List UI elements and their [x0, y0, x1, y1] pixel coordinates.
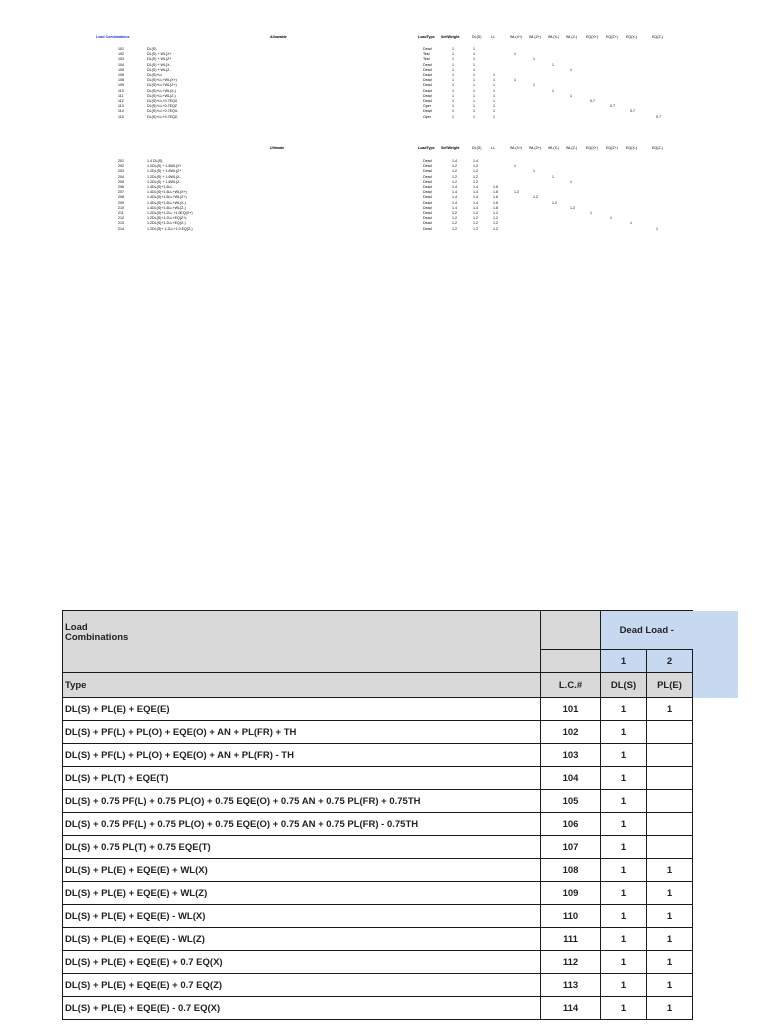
lc-number: 109	[541, 882, 601, 905]
row-load-type: Dead	[423, 221, 432, 226]
dl-s-value: 1	[601, 905, 647, 928]
row-ll: 1.2	[493, 216, 498, 221]
row-load-type: Dead	[423, 93, 432, 98]
row-description: DL(S) + WL(Z+	[147, 57, 172, 62]
row-ll: 1	[493, 73, 495, 77]
row-selfweight: 1	[452, 73, 454, 77]
row-number: 103	[118, 57, 124, 62]
header-blue-fill-2	[693, 650, 739, 673]
combination-type: DL(S) + 0.75 PF(L) + 0.75 PL(O) + 0.75 EQE(O) + 0.75 AN + 0.75 PL(FR) + 0.75TH	[63, 790, 541, 813]
header-empty-cell	[541, 611, 601, 650]
row-selfweight: 1.2	[452, 216, 457, 221]
row-number: 111	[118, 93, 124, 98]
row-selfweight: 1	[452, 93, 454, 98]
allowable-col-header: EQ(Z-)	[652, 35, 663, 39]
row-factor: 1	[590, 211, 592, 215]
lc-number: 110	[541, 905, 601, 928]
row-ll: 1.2	[493, 221, 498, 226]
row-selfweight: 1	[452, 83, 454, 88]
row-load-type: Dead	[423, 226, 432, 231]
row-number: 209	[118, 200, 124, 205]
row-ll: 1	[493, 99, 495, 103]
ultimate-col-header: EQ(X+)	[586, 146, 599, 150]
ultimate-col-header: WL(Z-)	[566, 146, 578, 150]
lc-number: 103	[541, 744, 601, 767]
row-number: 112	[118, 99, 124, 103]
table-row	[63, 859, 739, 882]
row-description: 1.2DL(S) + 1.6WL(X-	[147, 174, 181, 179]
row-dl: 1.4	[473, 195, 478, 200]
row-factor: 1.2	[552, 200, 557, 205]
row-load-type: Oper	[423, 104, 431, 109]
row-dl: 1	[473, 57, 475, 62]
row-ll: 1	[493, 93, 495, 98]
row-description: 1.2DL(S)+1.2LL +1.0EQ(X+)	[147, 211, 193, 215]
table-row	[63, 951, 739, 974]
row-factor: 1.2	[514, 190, 519, 195]
combination-type: DL(S) + PF(L) + PL(O) + EQE(O) + AN + PL(FR) + TH	[63, 721, 541, 744]
lc-number: 114	[541, 997, 601, 1020]
row-number: 207	[118, 190, 124, 195]
row-factor: 1	[630, 221, 632, 226]
combination-type: DL(S) + PL(E) + EQE(E) - WL(X)	[63, 905, 541, 928]
table-row	[63, 813, 739, 836]
row-load-type: Dead	[423, 179, 432, 184]
row-dl: 1.4	[473, 200, 478, 205]
column-number-1: 1	[601, 650, 647, 673]
lc-header: L.C.#	[541, 673, 601, 698]
lc-number: 105	[541, 790, 601, 813]
table-row	[63, 721, 739, 744]
row-load-type: Dead	[423, 47, 432, 51]
ultimate-col-header: EQ(Z-)	[652, 146, 663, 150]
table-row	[63, 767, 739, 790]
row-description: DL(S)+LL+0.7EQX	[147, 99, 178, 103]
dl-s-value: 1	[601, 882, 647, 905]
combination-type: DL(S) + PL(E) + EQE(E) + 0.7 EQ(Z)	[63, 974, 541, 997]
dl-s-value: 1	[601, 813, 647, 836]
row-load-type: Dead	[423, 109, 432, 114]
allowable-col-header: DL(S)	[472, 35, 482, 39]
row-description: 1.2DL(S)+1.2LL+EQ(X-)	[147, 221, 186, 226]
row-ll: 1	[493, 114, 495, 119]
header-empty-cell-2	[541, 650, 601, 673]
row-factor: 1	[533, 83, 535, 88]
row-factor: 1	[514, 164, 516, 169]
row-load-type: Dead	[423, 216, 432, 221]
row-factor: 0.7	[630, 109, 635, 114]
row-ll: 1.2	[493, 226, 498, 231]
allowable-col-header: EQ(Z+)	[606, 35, 618, 39]
row-dl: 1.4	[473, 190, 478, 195]
row-factor: 1	[514, 52, 516, 57]
row-dl: 1	[473, 109, 475, 114]
row-dl: 1	[473, 67, 475, 72]
row-load-type: Dead	[423, 190, 432, 195]
row-description: DL(S)+LL+WL(Z+)	[147, 83, 177, 88]
row-selfweight: 1	[452, 47, 454, 51]
row-load-type: Dead	[423, 67, 432, 72]
allowable-col-header: LL	[491, 35, 495, 39]
pl-e-value	[647, 744, 693, 767]
row-selfweight: 1.2	[452, 211, 457, 215]
row-number: 202	[118, 164, 124, 169]
pl-e-value: 1	[647, 951, 693, 974]
row-factor: 1	[533, 169, 535, 174]
dl-s-value: 1	[601, 721, 647, 744]
row-description: 1.2DL(S)+1.2LL+EQ(Z+)	[147, 216, 187, 221]
row-number: 212	[118, 216, 124, 221]
row-factor: 1	[514, 78, 516, 83]
allowable-col-header: SelfWeight	[441, 35, 460, 39]
ultimate-col-header: SelfWeight	[441, 146, 460, 150]
row-number: 204	[118, 174, 124, 179]
row-dl: 1.2	[473, 226, 478, 231]
allowable-col-header: EQ(X+)	[586, 35, 599, 39]
row-dl: 1.4	[473, 159, 478, 163]
row-description: 1.2DL(S) + 1.6WL(X+	[147, 164, 182, 169]
ultimate-col-header: DL(S)	[472, 146, 482, 150]
row-dl: 1.2	[473, 174, 478, 179]
allowable-col-header: WL(X+)	[510, 35, 523, 39]
ultimate-label: Ultimate	[270, 146, 285, 150]
table-row	[63, 928, 739, 951]
pl-e-value: 1	[647, 882, 693, 905]
row-number: 101	[118, 47, 124, 51]
row-selfweight: 1	[452, 52, 454, 57]
row-load-type: Dead	[423, 83, 432, 88]
row-selfweight: 1.4	[452, 185, 457, 189]
row-ll: 1.6	[493, 205, 498, 210]
row-number: 201	[118, 159, 124, 163]
row-factor: 1	[656, 226, 658, 231]
row-load-type: Dead	[423, 174, 432, 179]
row-ll: 1	[493, 88, 495, 93]
row-factor: 1.2	[570, 205, 575, 210]
row-load-type: Dead	[423, 159, 432, 163]
row-selfweight: 1	[452, 78, 454, 83]
pl-e-value: 1	[647, 698, 693, 721]
row-dl: 1	[473, 99, 475, 103]
row-number: 205	[118, 179, 124, 184]
table-row	[63, 882, 739, 905]
row-number: 105	[118, 67, 124, 72]
row-ll: 1	[493, 109, 495, 114]
row-number: 115	[118, 114, 124, 119]
row-selfweight: 1.2	[452, 164, 457, 169]
ultimate-col-header: LoadType	[418, 146, 435, 150]
combination-type: DL(S) + PF(L) + PL(O) + EQE(O) + AN + PL(FR) - TH	[63, 744, 541, 767]
row-number: 214	[118, 226, 124, 231]
row-description: DL(S)+LL+WL(Z-)	[147, 93, 176, 98]
allowable-col-header: LoadType	[418, 35, 435, 39]
row-dl: 1.4	[473, 205, 478, 210]
dl-s-value: 1	[601, 744, 647, 767]
row-dl: 1	[473, 83, 475, 88]
combination-type: DL(S) + PL(E) + EQE(E) + WL(Z)	[63, 882, 541, 905]
row-number: 211	[118, 211, 124, 215]
row-description: DL(S)+LL+0.7EQZ-	[147, 114, 179, 119]
row-description: DL(S)+LL+0.7EQZ	[147, 104, 177, 109]
row-dl: 1	[473, 93, 475, 98]
row-description: DL(S) + WL(Z-	[147, 67, 171, 72]
row-number: 113	[118, 104, 124, 109]
row-dl: 1	[473, 78, 475, 83]
dl-s-value: 1	[601, 767, 647, 790]
row-factor: 1	[570, 93, 572, 98]
row-load-type: Dead	[423, 200, 432, 205]
row-selfweight: 1	[452, 67, 454, 72]
row-load-type: Test	[423, 57, 430, 62]
row-selfweight: 1.2	[452, 221, 457, 226]
pl-e-value: 1	[647, 859, 693, 882]
row-ll: 1.6	[493, 195, 498, 200]
row-number: 208	[118, 195, 124, 200]
lc-number: 113	[541, 974, 601, 997]
ultimate-col-header: EQ(X-)	[626, 146, 638, 150]
dl-s-header: DL(S)	[601, 673, 647, 698]
load-combinations-table	[62, 610, 768, 1024]
row-description: 1.2DL(S) + 1.6WL(Z+	[147, 169, 182, 174]
row-factor: 1	[533, 57, 535, 62]
row-description: DL(S) + WL(X+	[147, 52, 172, 57]
dl-s-value: 1	[601, 790, 647, 813]
row-number: 206	[118, 185, 124, 189]
row-number: 114	[118, 109, 124, 114]
row-factor: 1	[570, 67, 572, 72]
row-number: 213	[118, 221, 124, 226]
row-load-type: Dead	[423, 99, 432, 103]
row-description: 1.4 DL(S)	[147, 159, 163, 163]
row-description: DL(S) + WL(X-	[147, 62, 171, 67]
row-load-type: Dead	[423, 169, 432, 174]
pl-e-header: PL(E)	[647, 673, 693, 698]
row-selfweight: 1	[452, 104, 454, 109]
row-selfweight: 1	[452, 99, 454, 103]
table-row	[63, 790, 739, 813]
row-dl: 1	[473, 52, 475, 57]
header-blue-fill	[693, 611, 739, 650]
pl-e-value	[647, 767, 693, 790]
row-factor: 1.2	[533, 195, 538, 200]
pl-e-value	[647, 836, 693, 859]
row-load-type: Dead	[423, 78, 432, 83]
lc-number: 112	[541, 951, 601, 974]
pl-e-value: 1	[647, 928, 693, 951]
load-combinations-label: Load Combinations	[96, 35, 130, 39]
row-selfweight: 1.4	[452, 205, 457, 210]
pl-e-value	[647, 790, 693, 813]
row-dl: 1	[473, 62, 475, 67]
allowable-row	[0, 115, 768, 120]
row-dl: 1	[473, 73, 475, 77]
row-number: 108	[118, 78, 124, 83]
row-load-type: Oper	[423, 114, 431, 119]
row-factor: 1	[552, 62, 554, 67]
dl-s-value: 1	[601, 836, 647, 859]
table-row	[63, 974, 739, 997]
row-description: 1.2DL(S)+ 1.2LL+1.0 EQ(Z-)	[147, 226, 193, 231]
row-dl: 1.2	[473, 164, 478, 169]
row-description: 1.4DL(S)+1.6LL+WL(Z-)	[147, 205, 186, 210]
lc-number: 106	[541, 813, 601, 836]
row-dl: 1	[473, 47, 475, 51]
row-load-type: Dead	[423, 195, 432, 200]
allowable-col-header: WL(Z-)	[566, 35, 578, 39]
row-ll: 1.6	[493, 185, 498, 189]
table-row	[63, 997, 739, 1020]
row-dl: 1.2	[473, 216, 478, 221]
pl-e-value: 1	[647, 997, 693, 1020]
row-number: 109	[118, 83, 124, 88]
table-row	[63, 905, 739, 928]
row-description: DL(S)+LL+WL(X+)	[147, 78, 177, 83]
dl-s-value: 1	[601, 974, 647, 997]
row-selfweight: 1.4	[452, 200, 457, 205]
header-blue-fill-3	[693, 673, 739, 698]
dl-s-value: 1	[601, 997, 647, 1020]
row-dl: 1	[473, 114, 475, 119]
allowable-label: Allowable	[270, 35, 287, 39]
row-factor: 0.7	[656, 114, 661, 119]
row-description: DL(S)	[147, 47, 157, 51]
type-header: Type	[63, 673, 541, 698]
row-selfweight: 1.4	[452, 190, 457, 195]
pl-e-value: 1	[647, 974, 693, 997]
row-factor: 1	[552, 88, 554, 93]
combination-type: DL(S) + PL(T) + EQE(T)	[63, 767, 541, 790]
combination-type: DL(S) + 0.75 PL(T) + 0.75 EQE(T)	[63, 836, 541, 859]
row-dl: 1	[473, 88, 475, 93]
dl-s-value: 1	[601, 859, 647, 882]
ultimate-col-header: EQ(Z+)	[606, 146, 618, 150]
row-ll: 1	[493, 83, 495, 88]
lc-number: 108	[541, 859, 601, 882]
row-ll: 1.2	[493, 211, 498, 215]
allowable-col-header: WL(Z+)	[529, 35, 542, 39]
row-factor: 1	[570, 179, 572, 184]
row-selfweight: 1.2	[452, 174, 457, 179]
row-selfweight: 1.2	[452, 179, 457, 184]
row-number: 102	[118, 52, 124, 57]
row-selfweight: 1.4	[452, 159, 457, 163]
row-selfweight: 1.2	[452, 169, 457, 174]
table-row	[63, 836, 739, 859]
row-selfweight: 1.4	[452, 195, 457, 200]
row-dl: 1.2	[473, 221, 478, 226]
row-factor: 1	[610, 216, 612, 221]
combination-type: DL(S) + PL(E) + EQE(E) - WL(Z)	[63, 928, 541, 951]
mini-spreadsheet	[0, 0, 768, 260]
dl-s-value: 1	[601, 928, 647, 951]
row-load-type: Dead	[423, 205, 432, 210]
row-description: 1.4DL(S)+1.6LL+WL(X+)	[147, 190, 187, 195]
row-ll: 1	[493, 104, 495, 109]
row-selfweight: 1.2	[452, 226, 457, 231]
ultimate-col-header: LL	[491, 146, 495, 150]
row-number: 210	[118, 205, 124, 210]
row-ll: 1	[493, 78, 495, 83]
ultimate-row	[0, 227, 768, 232]
combination-type: DL(S) + PL(E) + EQE(E)	[63, 698, 541, 721]
row-description: 1.2DL(S) + 1.6WL(Z-	[147, 179, 181, 184]
row-load-type: Dead	[423, 62, 432, 67]
row-number: 106	[118, 73, 124, 77]
row-selfweight: 1	[452, 88, 454, 93]
lc-number: 111	[541, 928, 601, 951]
row-selfweight: 1	[452, 114, 454, 119]
row-description: DL(S)+LL	[147, 73, 163, 77]
lc-number: 104	[541, 767, 601, 790]
row-load-type: Dead	[423, 211, 432, 215]
ultimate-col-header: WL(X+)	[510, 146, 523, 150]
combination-type: DL(S) + 0.75 PF(L) + 0.75 PL(O) + 0.75 EQE(O) + 0.75 AN + 0.75 PL(FR) - 0.75TH	[63, 813, 541, 836]
row-load-type: Dead	[423, 73, 432, 77]
pl-e-value: 1	[647, 905, 693, 928]
row-factor: 0.7	[610, 104, 615, 109]
row-selfweight: 1	[452, 62, 454, 67]
table-row	[63, 698, 739, 721]
row-ll: 1.6	[493, 200, 498, 205]
row-dl: 1	[473, 104, 475, 109]
ultimate-col-header: WL(X-)	[548, 146, 560, 150]
row-number: 104	[118, 62, 124, 67]
row-description: 1.4DL(S)+1.6LL+WL(X-)	[147, 200, 186, 205]
row-load-type: Test	[423, 52, 430, 57]
pl-e-value	[647, 813, 693, 836]
combination-type: DL(S) + PL(E) + EQE(E) - 0.7 EQ(X)	[63, 997, 541, 1020]
combination-type: DL(S) + PL(E) + EQE(E) + 0.7 EQ(X)	[63, 951, 541, 974]
row-selfweight: 1	[452, 109, 454, 114]
row-dl: 1.2	[473, 169, 478, 174]
row-number: 203	[118, 169, 124, 174]
lc-number: 107	[541, 836, 601, 859]
row-factor: 0.7	[590, 99, 595, 103]
dl-s-value: 1	[601, 951, 647, 974]
row-description: DL(S)+LL+0.7EQX-	[147, 109, 179, 114]
row-dl: 1.2	[473, 179, 478, 184]
row-dl: 1.2	[473, 211, 478, 215]
table-row	[63, 744, 739, 767]
dl-s-value: 1	[601, 698, 647, 721]
row-factor: 1	[552, 174, 554, 179]
row-load-type: Dead	[423, 88, 432, 93]
allowable-col-header: WL(X-)	[548, 35, 560, 39]
row-number: 110	[118, 88, 124, 93]
ultimate-col-header: WL(Z+)	[529, 146, 542, 150]
row-description: DL(S)+LL+WL(X-)	[147, 88, 176, 93]
pl-e-value	[647, 721, 693, 744]
lc-number: 101	[541, 698, 601, 721]
column-number-2: 2	[647, 650, 693, 673]
table-header-title: Load Combinations	[63, 611, 541, 673]
row-description: 1.4DL(S)+1.6LL+WL(Z+)	[147, 195, 187, 200]
combination-type: DL(S) + PL(E) + EQE(E) + WL(X)	[63, 859, 541, 882]
allowable-col-header: EQ(X-)	[626, 35, 638, 39]
lc-number: 102	[541, 721, 601, 744]
row-load-type: Dead	[423, 185, 432, 189]
row-ll: 1.6	[493, 190, 498, 195]
dead-load-header: Dead Load -	[601, 611, 693, 650]
row-load-type: Dead	[423, 164, 432, 169]
row-selfweight: 1	[452, 57, 454, 62]
row-dl: 1.4	[473, 185, 478, 189]
row-description: 1.4DL(S)+1.6LL	[147, 185, 173, 189]
